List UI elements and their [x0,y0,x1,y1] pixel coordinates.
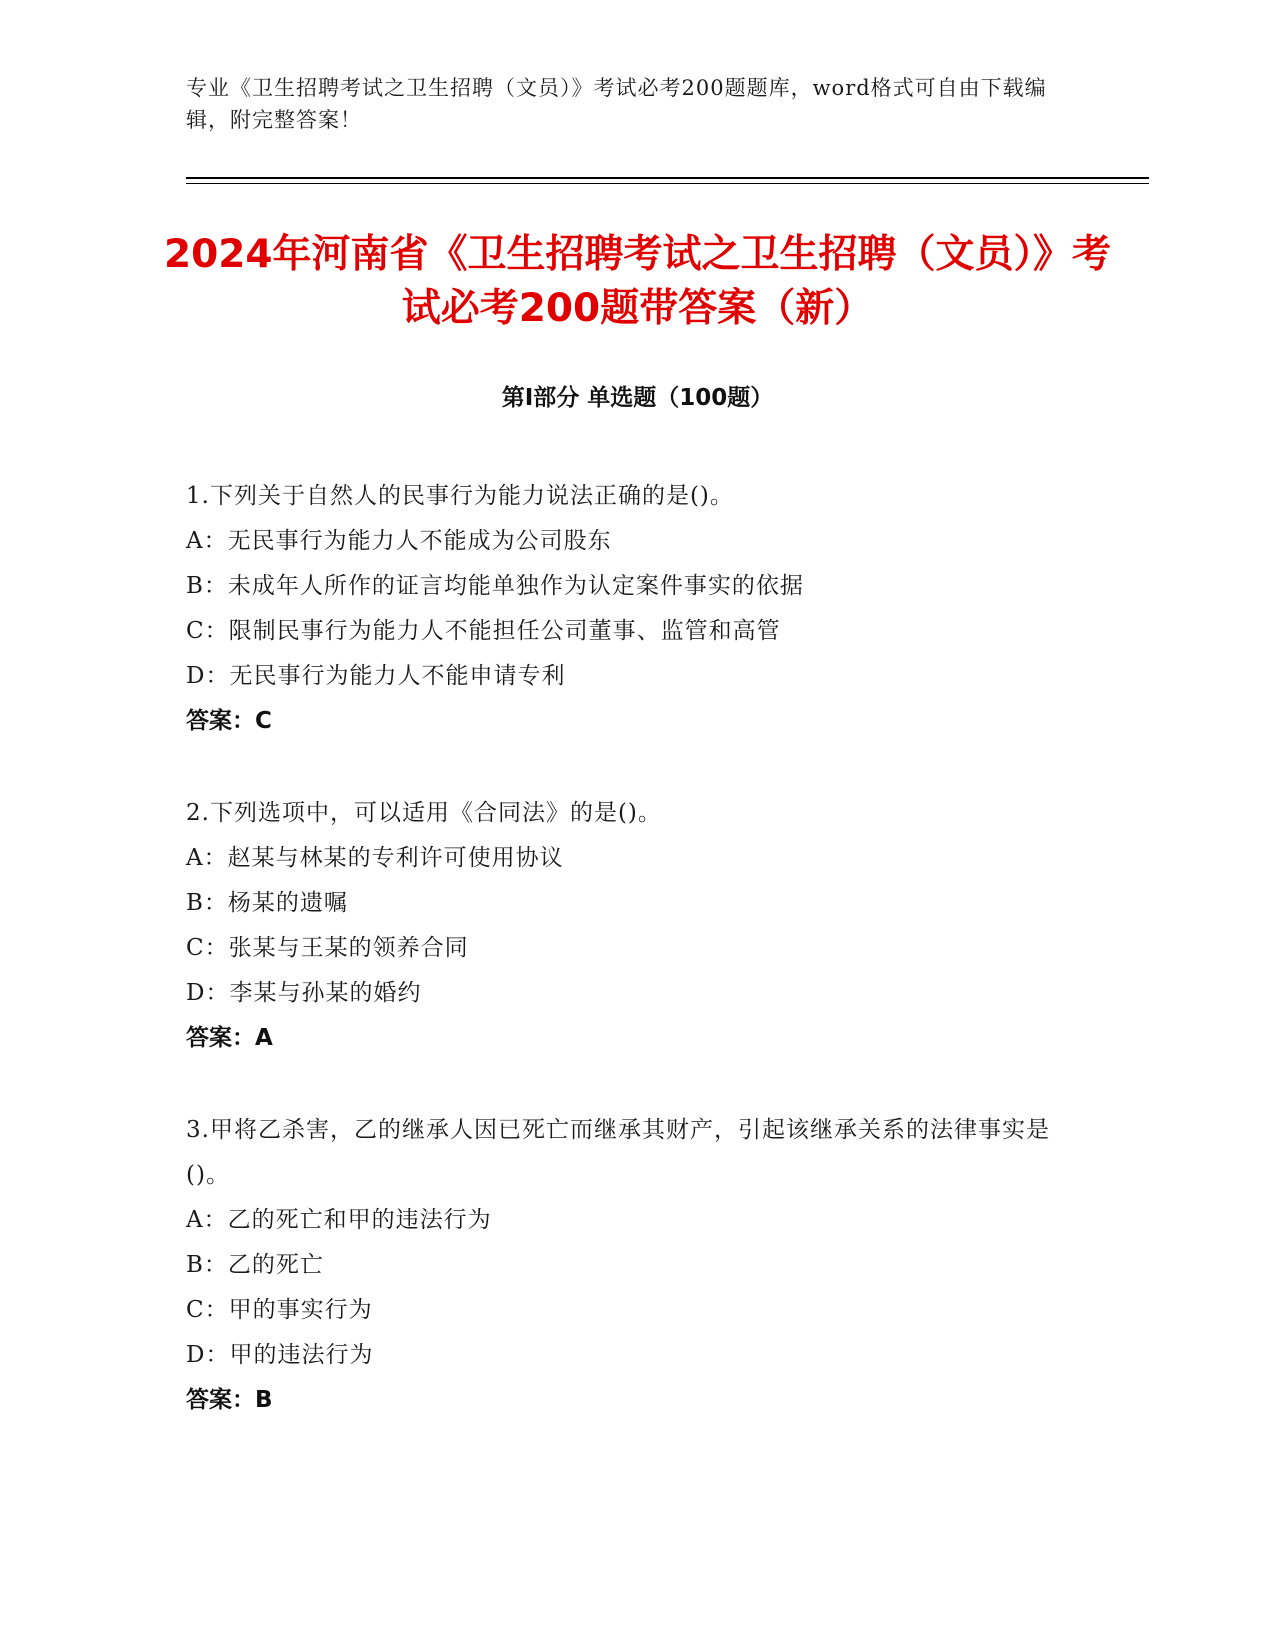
option-d: D：无民事行为能力人不能申请专利 [186,663,566,689]
question-stem: 2.下列选项中，可以适用《合同法》的是()。 [186,800,662,826]
section-heading: 第Ⅰ部分 单选题（100题） [501,385,774,411]
option-a: A：赵某与林某的专利许可使用协议 [186,845,564,871]
option-d: D：李某与孙某的婚约 [186,980,422,1006]
option-a: A：无民事行为能力人不能成为公司股东 [186,528,612,554]
option-b: B：未成年人所作的证言均能单独作为认定案件事实的依据 [186,573,804,599]
option-c: C：甲的事实行为 [186,1297,373,1323]
question-stem: 3.甲将乙杀害，乙的继承人因已死亡而继承其财产，引起该继承关系的法律事实是()。 [186,1117,1050,1188]
header-note: 专业《卫生招聘考试之卫生招聘（文员）》考试必考200题题库，word格式可自由下载编辑，附完整答案！ [186,76,1047,132]
option-c: C：限制民事行为能力人不能担任公司董事、监管和高管 [186,618,781,644]
question-3 [186,1108,1066,1423]
question-list [186,474,1066,1470]
option-b: B：杨某的遗嘱 [186,890,348,916]
document-title: 2024年河南省《卫生招聘考试之卫生招聘（文员）》考试必考200题带答案（新） [163,232,1112,331]
question-2 [186,791,1066,1061]
answer: 答案：B [186,1387,273,1413]
question-stem: 1.下列关于自然人的民事行为能力说法正确的是()。 [186,483,734,509]
header-divider-thick [186,177,1149,179]
option-a: A：乙的死亡和甲的违法行为 [186,1207,492,1233]
question-1 [186,474,1066,744]
answer: 答案：C [186,708,272,734]
answer: 答案：A [186,1025,273,1051]
option-b: B：乙的死亡 [186,1252,324,1278]
option-d: D：甲的违法行为 [186,1342,374,1368]
option-c: C：张某与王某的领养合同 [186,935,469,961]
header-divider-thin [186,183,1149,184]
